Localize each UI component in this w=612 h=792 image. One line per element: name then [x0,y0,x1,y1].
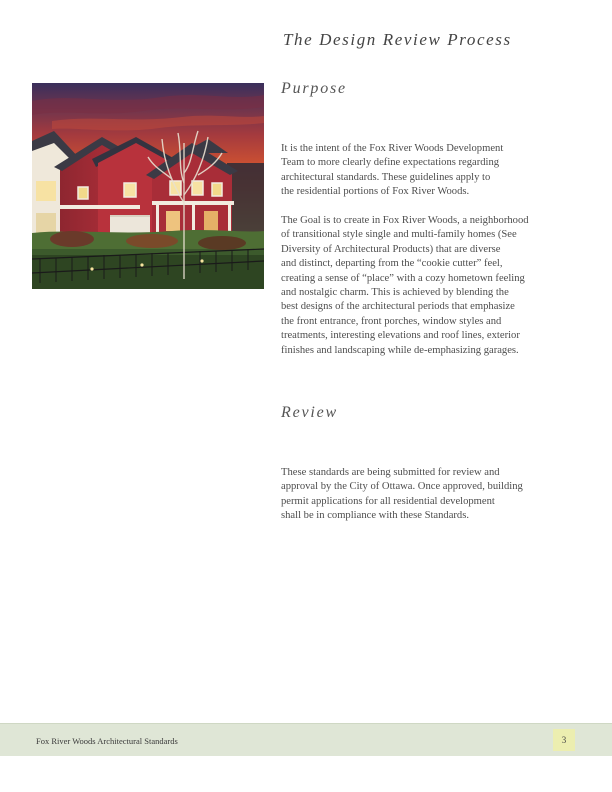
footer-band [0,723,612,756]
page-number: 3 [553,729,575,751]
review-heading: Review [281,404,338,421]
purpose-paragraph-1: It is the intent of the Fox River Woods Development Team to more clearly define expectations regarding architectural standards. These guidelines apply to the residential portions of Fox River Woods. [281,143,504,198]
review-paragraph-1: These standards are being submitted for review and approval by the City of Ottawa. Once approved, building permit applications for all residential development shall be in compliance with these Standards. [281,467,523,522]
purpose-heading: Purpose [281,80,347,97]
footer-document-title: Fox River Woods Architectural Standards [36,736,178,746]
purpose-paragraph-2: The Goal is to create in Fox River Woods, a neighborhood of transitional style single and multi-family homes (See Diversity of Architectural Products) that are diverse and distinct, departing from the “cookie cutter” feel, creating a sense of “place” with a cozy hometown feeling and nostalgic charm. This is achieved by blending the best designs of the architectural periods that emphasize the front entrance, front porches, window styles and treatments, interesting elevations and roof lines, exterior finishes and landscaping while de-emphasizing garages. [281,215,529,356]
house-photo [32,83,264,289]
page-title: The Design Review Process [283,30,512,49]
